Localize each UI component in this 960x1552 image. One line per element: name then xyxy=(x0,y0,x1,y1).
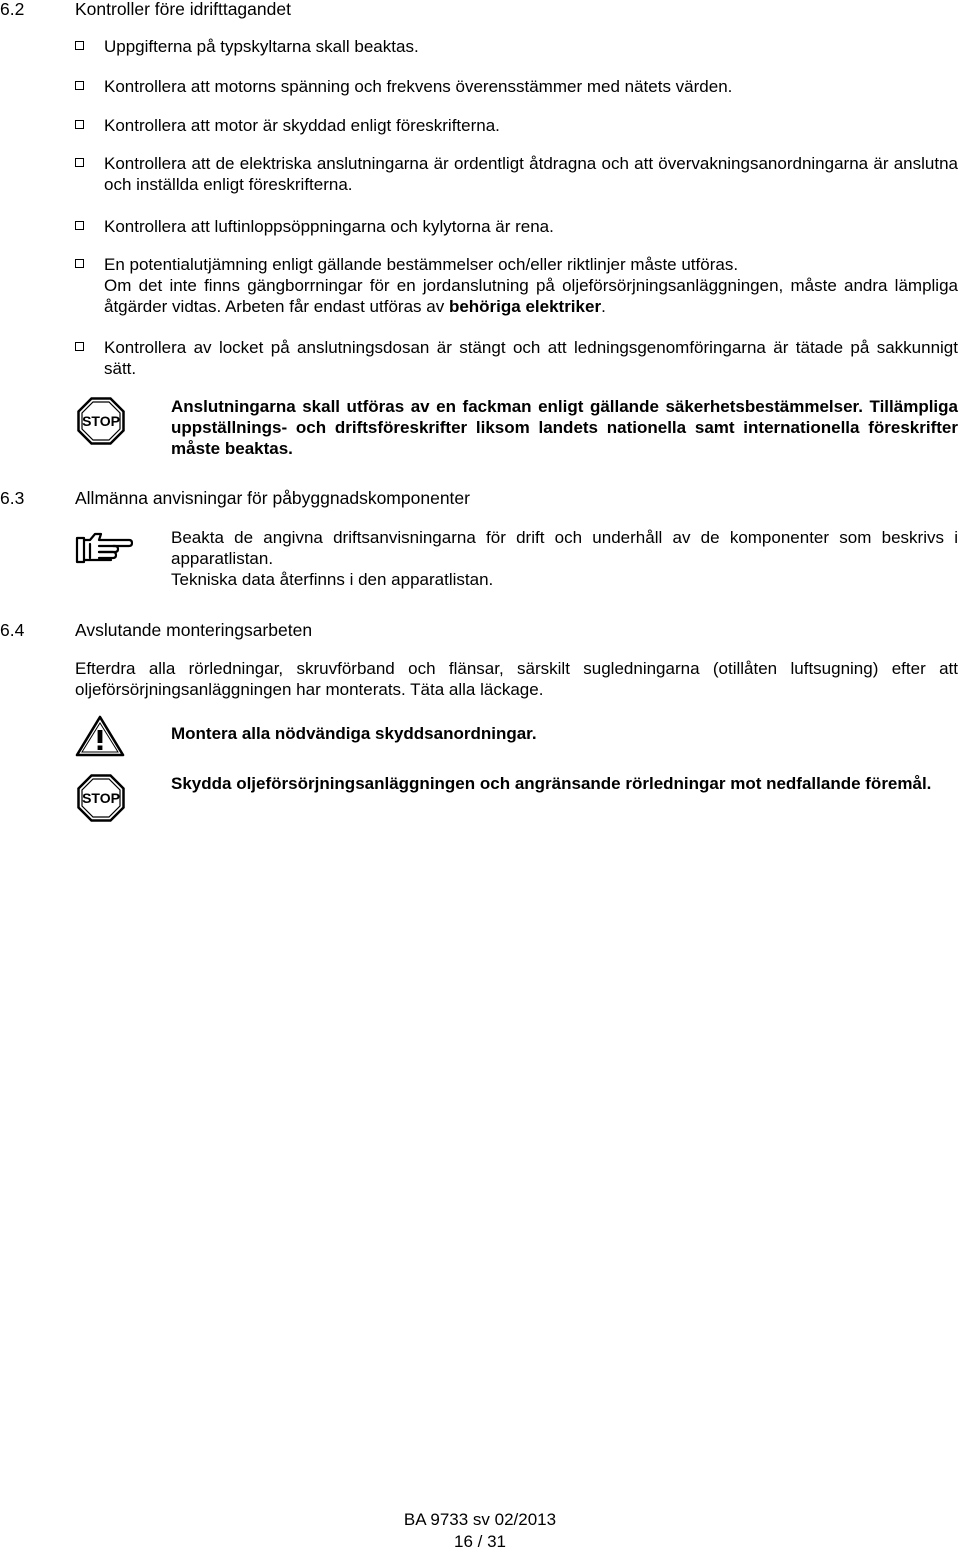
checklist-item: Kontrollera att luftinloppsöppningarna och kylytorna är rena. xyxy=(75,216,958,237)
checkbox-icon xyxy=(75,158,84,167)
svg-text:STOP: STOP xyxy=(82,413,120,429)
stop-notice: Anslutningarna skall utföras av en fackman enligt gällande säkerhetsbestämmelser. Tillämpliga uppställnings- och driftsföreskrifter liksom landets nationella samt internationella föreskrifter måste beaktas. xyxy=(171,397,958,458)
checkbox-icon xyxy=(75,41,84,50)
body-paragraph: Efterdra alla rörledningar, skruvförband och flänsar, särskilt sugledningarna (otillåten luftsugning) efter att oljeförsörjningsanläggningen har monterats. Täta alla läckage. xyxy=(75,659,958,699)
checkbox-icon xyxy=(75,81,84,90)
checklist-item: Uppgifterna på typskyltarna skall beaktas. xyxy=(75,36,958,57)
checkbox-icon xyxy=(75,221,84,230)
svg-text:STOP: STOP xyxy=(82,790,120,806)
checklist-item: Kontrollera att de elektriska anslutningarna är ordentligt åtdragna och att övervakningsanordningarna är anslutna och inställda enligt föreskrifterna. xyxy=(75,153,958,195)
footer-doc-id: BA 9733 sv 02/2013 xyxy=(403,1510,557,1529)
section-title-6-3: Allmänna anvisningar för påbyggnadskomponenter xyxy=(75,488,470,508)
checklist-item-note: Om det inte finns gängborrningar för en jordanslutning på oljeförsörjningsanläggningen, måste andra lämpliga åtgärder vidtas. Arbeten får endast utföras av behöriga elektriker. xyxy=(104,276,958,316)
note-text: Beakta de angivna driftsanvisningarna för drift och underhåll av de komponenter som beskrivs i apparatlistan. xyxy=(171,528,958,568)
section-number-6-2: 6.2 xyxy=(0,0,25,19)
checklist-item: Kontrollera av locket på anslutningsdosan är stängt och att ledningsgenomföringarna är tätade på sakkunnigt sätt. xyxy=(75,337,958,379)
warning-notice: Montera alla nödvändiga skyddsanordningar. xyxy=(171,724,537,743)
footer-page-number: 16 / 31 xyxy=(454,1532,506,1551)
checkbox-icon xyxy=(75,259,84,268)
section-number-6-4: 6.4 xyxy=(0,620,25,640)
checklist-item: Kontrollera att motor är skyddad enligt föreskrifterna. xyxy=(75,115,958,136)
checkbox-icon xyxy=(75,342,84,351)
warning-triangle-icon xyxy=(75,715,125,757)
checklist-item: Kontrollera att motorns spänning och frekvens överensstämmer med nätets värden. xyxy=(75,76,958,97)
section-title-6-4: Avslutande monteringsarbeten xyxy=(75,620,313,640)
section-title-6-2: Kontroller före idrifttagandet xyxy=(75,0,291,19)
note-text: Tekniska data återfinns i den apparatlistan. xyxy=(171,570,494,589)
section-number-6-3: 6.3 xyxy=(0,488,25,508)
stop-sign-icon xyxy=(77,774,125,822)
stop-notice: Skydda oljeförsörjningsanläggningen och angränsande rörledningar mot nedfallande föremål. xyxy=(171,774,932,793)
checklist-item: En potentialutjämning enligt gällande bestämmelser och/eller riktlinjer måste utföras. Om det inte finns gängborrningar för en jordanslutning på oljeförsörjningsanläggningen, måste andra lämpliga åtgärder vidtas. Arbeten får endast utföras av behöriga elektriker. xyxy=(75,254,958,317)
stop-sign-icon xyxy=(77,397,125,445)
pointing-hand-icon xyxy=(75,529,133,565)
checkbox-icon xyxy=(75,120,84,129)
